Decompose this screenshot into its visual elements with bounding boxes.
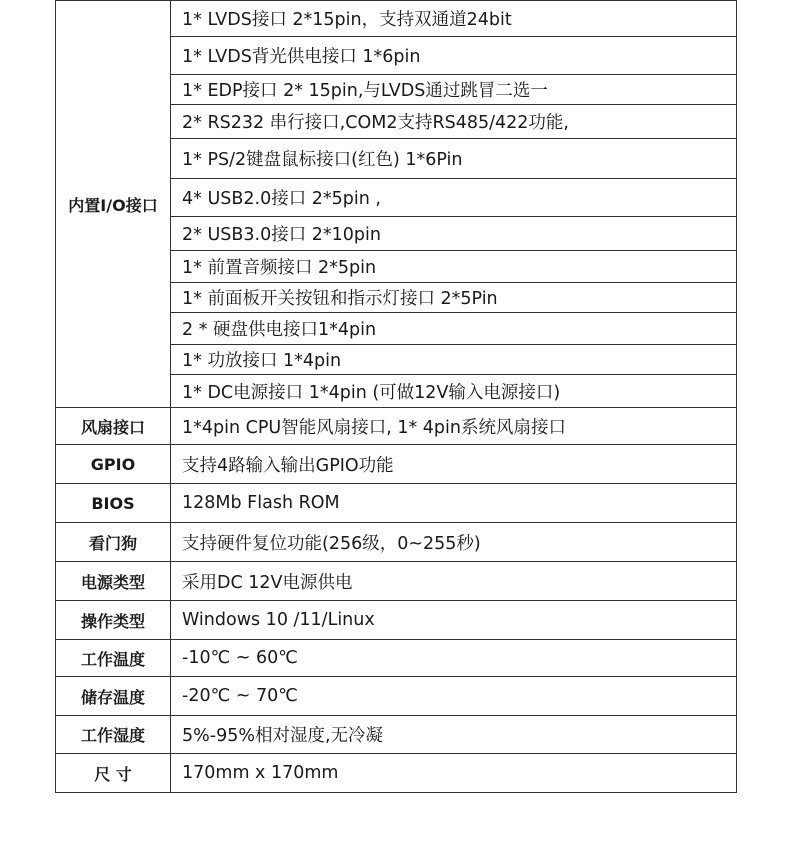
spec-label: 风扇接口	[56, 408, 171, 445]
spec-label: 看门狗	[56, 523, 171, 562]
io-item: 2* USB3.0接口 2*10pin	[171, 217, 737, 251]
io-item: 2 * 硬盘供电接口1*4pin	[171, 313, 737, 345]
io-item: 1* DC电源接口 1*4pin (可做12V输入电源接口)	[171, 375, 737, 408]
table-row	[56, 754, 737, 793]
spec-label: 储存温度	[56, 677, 171, 716]
io-item: 1* LVDS背光供电接口 1*6pin	[171, 37, 737, 75]
spec-table	[55, 0, 737, 793]
spec-label: 尺 寸	[56, 754, 171, 793]
spec-value: 支持4路输入输出GPIO功能	[171, 445, 737, 484]
table-row	[56, 562, 737, 601]
spec-value: 128Mb Flash ROM	[171, 484, 737, 523]
io-item: 1* LVDS接口 2*15pin，支持双通道24bit	[171, 1, 737, 37]
spec-value: 采用DC 12V电源供电	[171, 562, 737, 601]
table-row	[56, 640, 737, 677]
spec-value: 支持硬件复位功能(256级，0~255秒)	[171, 523, 737, 562]
spec-label: GPIO	[56, 445, 171, 484]
io-item: 1* PS/2键盘鼠标接口(红色) 1*6Pin	[171, 139, 737, 179]
io-item: 2* RS232 串行接口,COM2支持RS485/422功能,	[171, 105, 737, 139]
io-item: 1* 前置音频接口 2*5pin	[171, 251, 737, 283]
spec-value: -10℃ ~ 60℃	[171, 640, 737, 677]
table-row	[56, 716, 737, 754]
table-row	[56, 523, 737, 562]
io-item: 4* USB2.0接口 2*5pin ,	[171, 179, 737, 217]
table-row	[56, 601, 737, 640]
spec-value: 1*4pin CPU智能风扇接口, 1* 4pin系统风扇接口	[171, 408, 737, 445]
spec-value: -20℃ ~ 70℃	[171, 677, 737, 716]
io-section-label: 内置I/O接口	[56, 1, 171, 408]
spec-label: 电源类型	[56, 562, 171, 601]
table-row	[56, 445, 737, 484]
table-row	[56, 408, 737, 445]
spec-label: 工作温度	[56, 640, 171, 677]
table-row	[56, 677, 737, 716]
table-row	[56, 484, 737, 523]
io-item: 1* 功放接口 1*4pin	[171, 345, 737, 375]
spec-value: 5%-95%相对湿度,无冷凝	[171, 716, 737, 754]
table-row	[56, 1, 737, 37]
io-item: 1* EDP接口 2* 15pin,与LVDS通过跳冒二选一	[171, 75, 737, 105]
spec-value: Windows 10 /11/Linux	[171, 601, 737, 640]
io-item: 1* 前面板开关按钮和指示灯接口 2*5Pin	[171, 283, 737, 313]
spec-value: 170mm x 170mm	[171, 754, 737, 793]
spec-label: BIOS	[56, 484, 171, 523]
spec-label: 工作湿度	[56, 716, 171, 754]
spec-label: 操作类型	[56, 601, 171, 640]
